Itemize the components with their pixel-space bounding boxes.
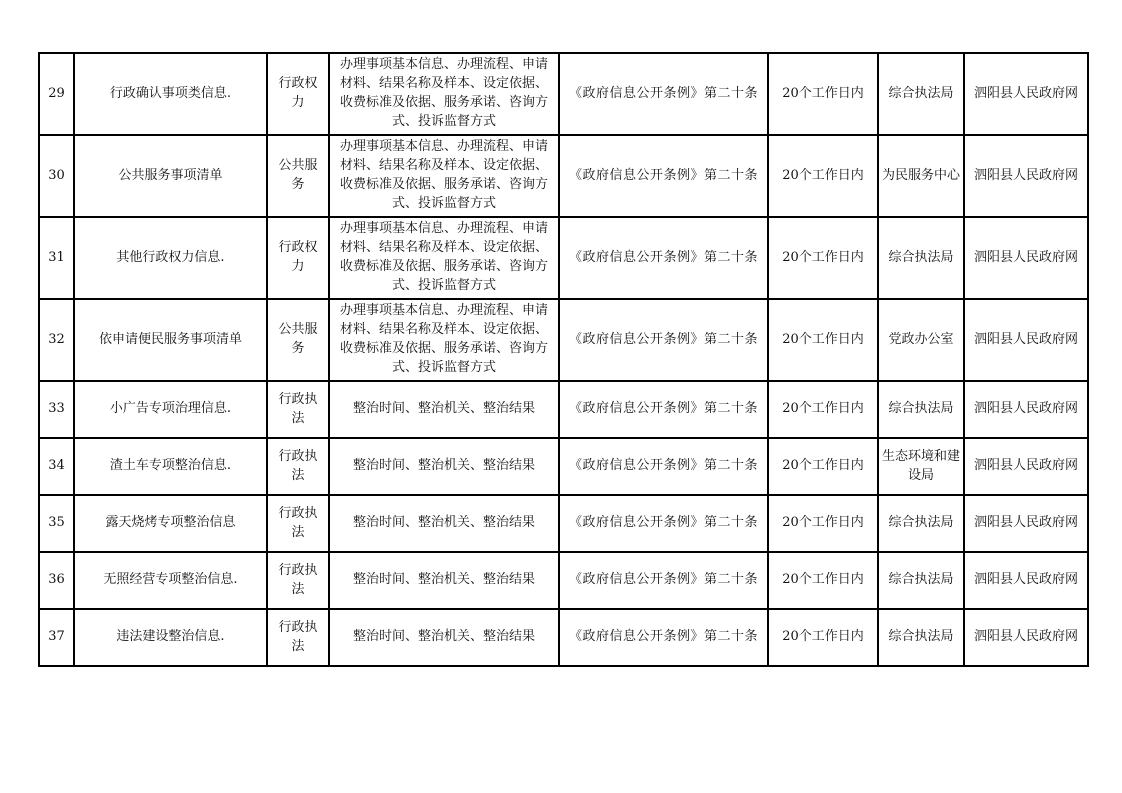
timeframe-cell: 20个工作日内	[768, 495, 878, 552]
department-cell: 综合执法局	[878, 609, 964, 666]
table-row	[39, 135, 1088, 217]
row-number-cell: 36	[39, 552, 74, 609]
department-cell: 为民服务中心	[878, 135, 964, 217]
legal-basis-cell: 《政府信息公开条例》第二十条	[559, 552, 768, 609]
timeframe-cell: 20个工作日内	[768, 135, 878, 217]
table-row	[39, 217, 1088, 299]
category-cell: 行政执法	[267, 438, 329, 495]
legal-basis-cell: 《政府信息公开条例》第二十条	[559, 495, 768, 552]
table-row	[39, 609, 1088, 666]
item-name-cell: 依申请便民服务事项清单	[74, 299, 267, 381]
content-detail-cell: 整治时间、整治机关、整治结果	[329, 609, 559, 666]
content-detail-cell: 办理事项基本信息、办理流程、申请材料、结果名称及样本、设定依据、收费标准及依据、服务承诺、咨询方式、投诉监督方式	[329, 53, 559, 135]
timeframe-cell: 20个工作日内	[768, 552, 878, 609]
item-name-cell: 小广告专项治理信息.	[74, 381, 267, 438]
channel-cell: 泗阳县人民政府网	[964, 299, 1088, 381]
department-cell: 综合执法局	[878, 53, 964, 135]
table-row	[39, 552, 1088, 609]
category-cell: 公共服务	[267, 299, 329, 381]
legal-basis-cell: 《政府信息公开条例》第二十条	[559, 438, 768, 495]
timeframe-cell: 20个工作日内	[768, 609, 878, 666]
content-detail-cell: 整治时间、整治机关、整治结果	[329, 381, 559, 438]
item-name-cell: 其他行政权力信息.	[74, 217, 267, 299]
table-row	[39, 438, 1088, 495]
timeframe-cell: 20个工作日内	[768, 438, 878, 495]
table-body	[39, 53, 1088, 666]
department-cell: 综合执法局	[878, 495, 964, 552]
item-name-cell: 行政确认事项类信息.	[74, 53, 267, 135]
row-number-cell: 37	[39, 609, 74, 666]
row-number-cell: 30	[39, 135, 74, 217]
channel-cell: 泗阳县人民政府网	[964, 495, 1088, 552]
legal-basis-cell: 《政府信息公开条例》第二十条	[559, 381, 768, 438]
channel-cell: 泗阳县人民政府网	[964, 552, 1088, 609]
department-cell: 综合执法局	[878, 552, 964, 609]
table-row	[39, 381, 1088, 438]
item-name-cell: 无照经营专项整治信息.	[74, 552, 267, 609]
content-detail-cell: 整治时间、整治机关、整治结果	[329, 495, 559, 552]
department-cell: 生态环境和建设局	[878, 438, 964, 495]
department-cell: 综合执法局	[878, 217, 964, 299]
content-detail-cell: 整治时间、整治机关、整治结果	[329, 438, 559, 495]
row-number-cell: 31	[39, 217, 74, 299]
public-info-disclosure-table	[38, 52, 1089, 667]
item-name-cell: 公共服务事项清单	[74, 135, 267, 217]
content-detail-cell: 办理事项基本信息、办理流程、申请材料、结果名称及样本、设定依据、收费标准及依据、服务承诺、咨询方式、投诉监督方式	[329, 135, 559, 217]
legal-basis-cell: 《政府信息公开条例》第二十条	[559, 217, 768, 299]
category-cell: 行政执法	[267, 552, 329, 609]
row-number-cell: 34	[39, 438, 74, 495]
category-cell: 行政执法	[267, 495, 329, 552]
content-detail-cell: 整治时间、整治机关、整治结果	[329, 552, 559, 609]
content-detail-cell: 办理事项基本信息、办理流程、申请材料、结果名称及样本、设定依据、收费标准及依据、服务承诺、咨询方式、投诉监督方式	[329, 299, 559, 381]
table-row	[39, 495, 1088, 552]
channel-cell: 泗阳县人民政府网	[964, 609, 1088, 666]
channel-cell: 泗阳县人民政府网	[964, 438, 1088, 495]
item-name-cell: 露天烧烤专项整治信息	[74, 495, 267, 552]
channel-cell: 泗阳县人民政府网	[964, 217, 1088, 299]
category-cell: 行政权力	[267, 53, 329, 135]
timeframe-cell: 20个工作日内	[768, 53, 878, 135]
item-name-cell: 渣土车专项整治信息.	[74, 438, 267, 495]
content-detail-cell: 办理事项基本信息、办理流程、申请材料、结果名称及样本、设定依据、收费标准及依据、服务承诺、咨询方式、投诉监督方式	[329, 217, 559, 299]
table-row	[39, 299, 1088, 381]
legal-basis-cell: 《政府信息公开条例》第二十条	[559, 299, 768, 381]
legal-basis-cell: 《政府信息公开条例》第二十条	[559, 135, 768, 217]
row-number-cell: 35	[39, 495, 74, 552]
table-row	[39, 53, 1088, 135]
channel-cell: 泗阳县人民政府网	[964, 53, 1088, 135]
category-cell: 行政权力	[267, 217, 329, 299]
channel-cell: 泗阳县人民政府网	[964, 135, 1088, 217]
department-cell: 党政办公室	[878, 299, 964, 381]
channel-cell: 泗阳县人民政府网	[964, 381, 1088, 438]
row-number-cell: 29	[39, 53, 74, 135]
row-number-cell: 33	[39, 381, 74, 438]
timeframe-cell: 20个工作日内	[768, 381, 878, 438]
row-number-cell: 32	[39, 299, 74, 381]
item-name-cell: 违法建设整治信息.	[74, 609, 267, 666]
timeframe-cell: 20个工作日内	[768, 217, 878, 299]
category-cell: 公共服务	[267, 135, 329, 217]
category-cell: 行政执法	[267, 609, 329, 666]
legal-basis-cell: 《政府信息公开条例》第二十条	[559, 609, 768, 666]
timeframe-cell: 20个工作日内	[768, 299, 878, 381]
category-cell: 行政执法	[267, 381, 329, 438]
legal-basis-cell: 《政府信息公开条例》第二十条	[559, 53, 768, 135]
department-cell: 综合执法局	[878, 381, 964, 438]
